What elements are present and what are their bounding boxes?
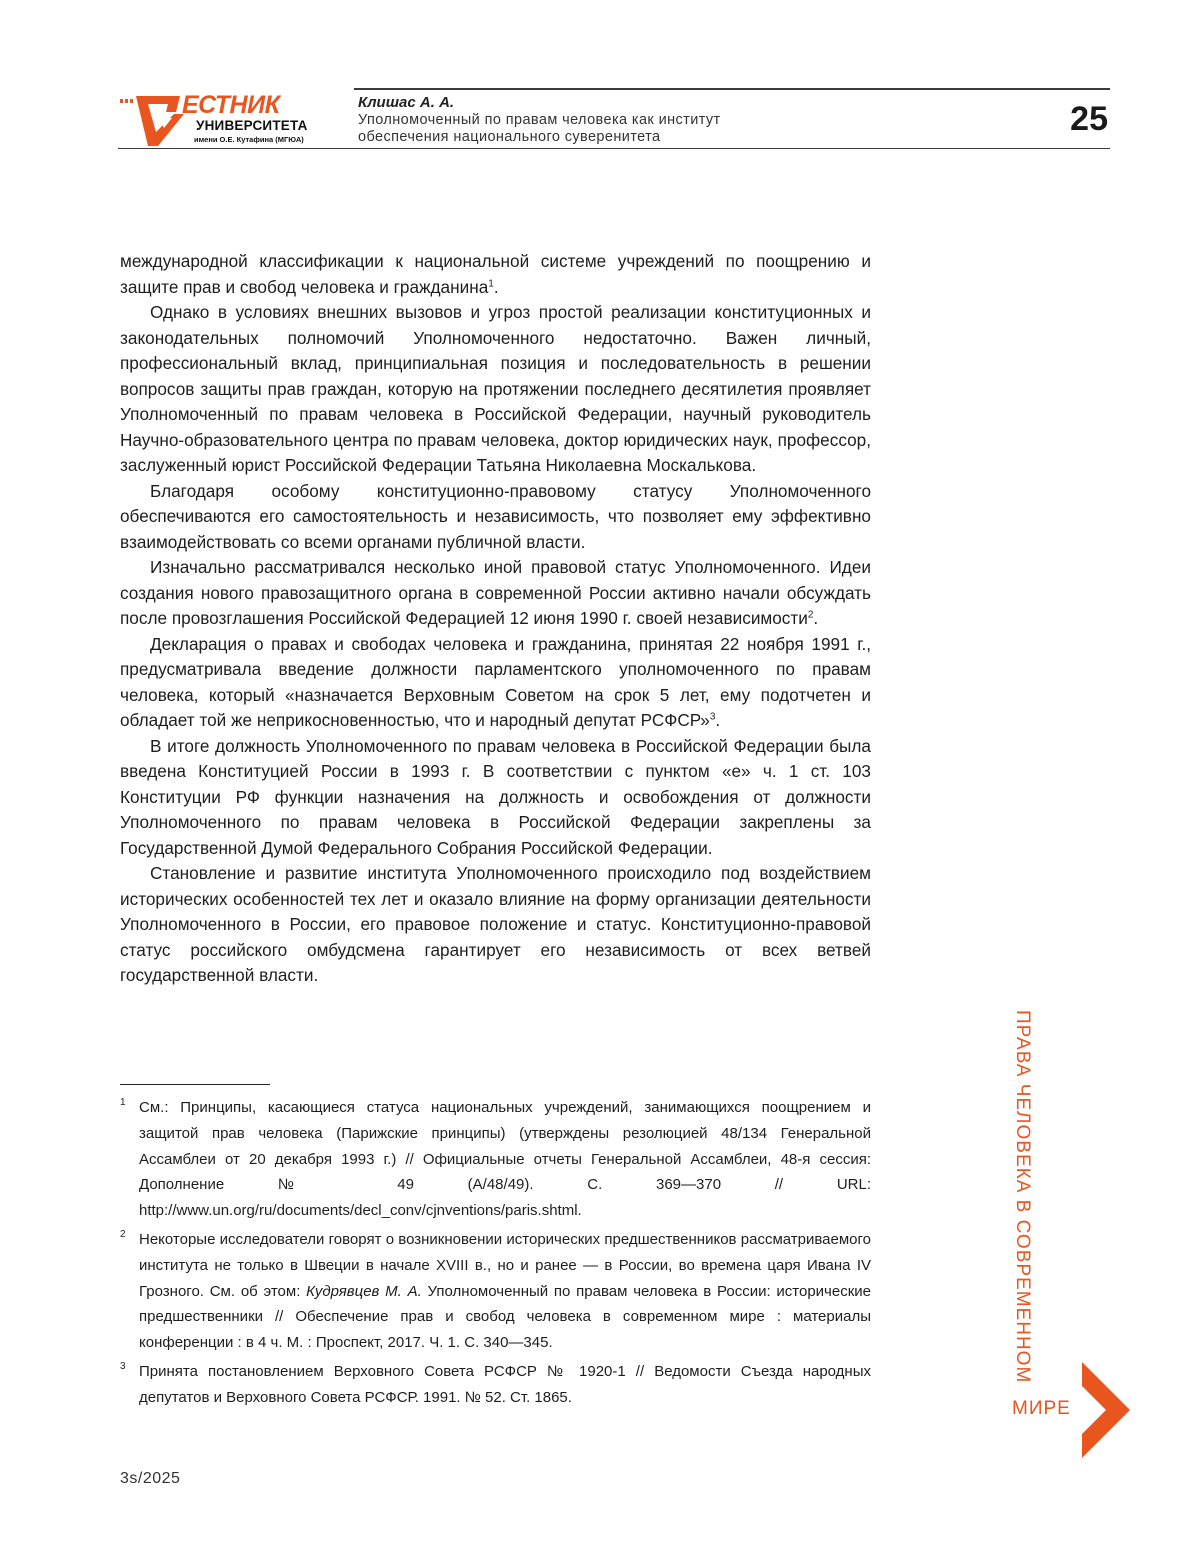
footnote-text: См.: Принципы, касающиеся статуса национальных учреждений, занимающихся поощрением и защитой прав человека (Парижские принципы) (утверждены резолюцией 48/134 Генеральной Ассамблеи от 20 декабря 1993 г.) // Официальные отчеты Генеральной Ассамблеи, 48-я сессия: Дополнение № 49 (A/48/49). С. 369—370 // URL: http://www.un.org/ru/documents/decl_conv/cjnventions/paris.shtml. <box>139 1099 871 1219</box>
footnote <box>120 1359 871 1411</box>
paragraph: В итоге должность Уполномоченного по правам человека в Российской Федерации была введена Конституцией России в 1993 г. В соответствии с пунктом «е» ч. 1 ст. 103 Конституции РФ функции назначения на должность и освобождения от должности Уполномоченного по правам человека в Российской Федерации закреплены за Государственной Думой Федерального Собрания Российской Федерации. <box>120 734 871 862</box>
logo-subtitle: имени О.Е. Кутафина (МГЮА) <box>194 136 304 144</box>
footnote-ref[interactable]: 3 <box>710 711 716 722</box>
footnote-ref[interactable]: 1 <box>488 278 494 289</box>
paragraph: Благодаря особому конституционно-правовому статусу Уполномоченного обеспечиваются его самостоятельность и независимость, что позволяет ему эффективно взаимодействовать со всеми органами публичной власти. <box>120 479 871 556</box>
header-title-line-1: Уполномоченный по правам человека как институт <box>358 112 918 129</box>
footnote-text: Некоторые исследователи говорят о возникновении исторических предшественников рассматриваемого института не только в Швеции в начале XVIII в., но и ранее — в России, во времена царя Ивана IV Грозного. См. об этом: <box>139 1231 871 1300</box>
footnote-text: Уполномоченный по правам человека в России: исторические предшественники // Обеспечение прав и свобод человека в современном мире : материалы конференции : в 4 ч. М. : Проспект, 2017. Ч. 1. С. 340—345. <box>139 1283 871 1352</box>
header-bottom-rule <box>118 148 1110 149</box>
header-author: Клишас А. А. <box>358 94 454 111</box>
journal-logo <box>118 92 328 146</box>
paragraph: Однако в условиях внешних вызовов и угроз простой реализации конституционных и законодательных полномочий Уполномоченного недостаточно. Важен личный, профессиональный вклад, принципиальная позиция и последовательность в решении вопросов защиты прав граждан, которую на протяжении последнего десятилетия проявляет Уполномоченный по правам человека в Российской Федерации, научный руководитель Научно-образовательного центра по правам человека, доктор юридических наук, профессор, заслуженный юрист Российской Федерации Татьяна Николаевна Москалькова. <box>120 300 871 479</box>
header-article-title <box>358 112 918 146</box>
running-header <box>118 88 1110 150</box>
footnote-number: 1 <box>120 1090 126 1116</box>
section-label-vertical: ПРАВА ЧЕЛОВЕКА В СОВРЕМЕННОМ <box>1009 1010 1035 1410</box>
article-body <box>120 249 871 989</box>
page-number: 25 <box>1070 100 1108 139</box>
section-label-last-word: МИРЕ <box>1012 1398 1071 1420</box>
footnote-cited-author: Кудрявцев М. А. <box>306 1283 422 1300</box>
logo-word-universiteta: УНИВЕРСИТЕТА <box>196 119 308 133</box>
logo-word-vestnik: ЕСТНИК <box>182 92 279 118</box>
footnote-number: 3 <box>120 1354 126 1380</box>
paragraph-end: . <box>494 277 499 297</box>
footnote-text: Принята постановлением Верховного Совета РСФСР № 1920-1 // Ведомости Съезда народных депутатов и Верховного Совета РСФСР. 1991. № 52. Ст. 1865. <box>139 1363 871 1406</box>
footnote <box>120 1095 871 1224</box>
paragraph-text: международной классификации к национальной системе учреждений по поощрению и защите прав и свобод человека и гражданина <box>120 251 871 297</box>
header-title-line-2: обеспечения национального суверенитета <box>358 129 918 146</box>
issue-number: 3s/2025 <box>120 1470 180 1488</box>
paragraph <box>120 555 871 632</box>
paragraph <box>120 632 871 734</box>
footnote <box>120 1227 871 1356</box>
paragraph <box>120 249 871 300</box>
footnotes <box>120 1095 871 1414</box>
footnote-number: 2 <box>120 1222 126 1248</box>
arrow-right-icon <box>1076 1362 1130 1458</box>
paragraph-text: Изначально рассматривался несколько иной правовой статус Уполномоченного. Идеи создания нового правозащитного органа в современной России активно начали обсуждать после провозглашения Российской Федерацией 12 июня 1990 г. своей независимости <box>120 557 871 628</box>
paragraph-end: . <box>715 710 720 730</box>
paragraph-end: . <box>813 608 818 628</box>
paragraph: Становление и развитие института Уполномоченного происходило под воздействием исторических особенностей тех лет и оказало влияние на форму организации деятельности Уполномоченного в России, его правовое положение и статус. Конституционно-правовой статус российского омбудсмена гарантирует его независимость от всех ветвей государственной власти. <box>120 861 871 989</box>
footnote-separator <box>120 1084 270 1085</box>
paragraph-text: Декларация о правах и свободах человека и гражданина, принятая 22 ноября 1991 г., предусматривала введение должности парламентского уполномоченного по правам человека, который «назначается Верховным Советом на срок 5 лет, ему подотчетен и обладает той же неприкосновенностью, что и народный депутат РСФСР» <box>120 634 871 731</box>
footnote-ref[interactable]: 2 <box>808 609 814 620</box>
header-top-rule <box>354 88 1110 90</box>
